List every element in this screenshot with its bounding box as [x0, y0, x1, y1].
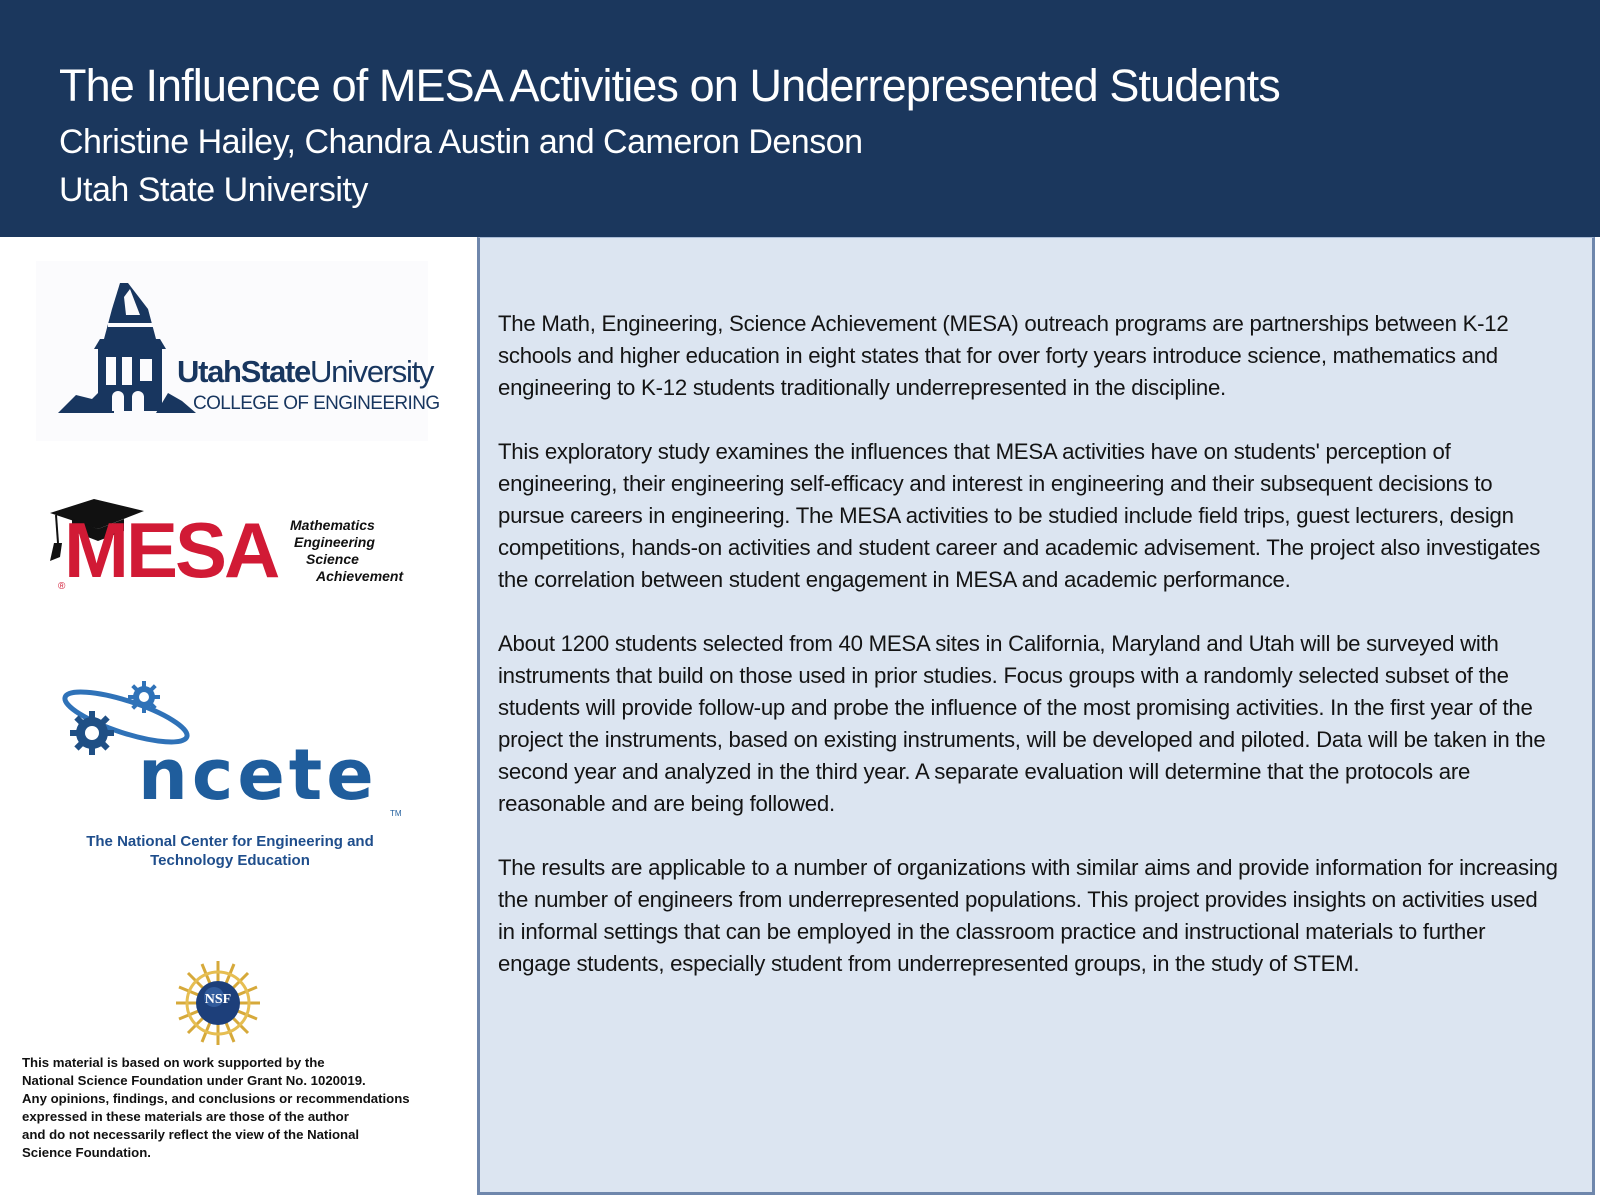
ncete-logo [60, 677, 420, 877]
ncete-wordmark: ncete [138, 734, 378, 816]
usu-college: COLLEGE OF ENGINEERING [193, 393, 440, 414]
usu-tower-icon [56, 279, 206, 419]
abstract-panel [477, 237, 1595, 1195]
paragraph-background: The Math, Engineering, Science Achievement (MESA) outreach programs are partnerships between K-12 schools and higher education in eight states that for over forty years introduce science, mathematics and engineering to K-12 students traditionally underrepresented in the discipline. [498, 311, 1509, 400]
poster-affiliation: Utah State University [59, 171, 368, 209]
mesa-wordmark: MESA [64, 506, 278, 594]
poster-title: The Influence of MESA Activities on Underrepresented Students [59, 60, 1280, 111]
ncete-caption [60, 832, 400, 870]
nsf-label: NSF [204, 992, 232, 1007]
nsf-disclaimer: This material is based on work supported by the National Science Foundation under Grant No. 1020019. Any opinions, findings, and conclusions or recommendations expressed in these materials are those of the author and do not necessarily reflect the view of the National Science Foundation. [22, 1055, 410, 1160]
poster-authors: Christine Hailey, Chandra Austin and Cameron Denson [59, 123, 863, 161]
poster-header [0, 0, 1600, 237]
usu-name-regular: University [310, 354, 434, 389]
paragraph-methods: About 1200 students selected from 40 MESA sites in California, Maryland and Utah will be surveyed with instruments that build on those used in prior studies. Focus groups with a randomly selected subset of the students will provide follow-up and probe the influence of the most promising activities. In the first year of the project the instruments, based on existing instruments, will be developed and piloted. Data will be taken in the second year and analyzed in the third year. A separate evaluation will determine that the protocols are reasonable and are being followed. [498, 631, 1546, 816]
mesa-line-engineering: Engineering [294, 534, 375, 550]
mesa-logo [48, 499, 420, 599]
mesa-line-science: Science [306, 551, 359, 567]
ncete-caption-line2: Technology Education [150, 852, 310, 869]
ncete-trademark: TM [390, 809, 402, 818]
usu-name-bold: UtahState [177, 354, 310, 389]
paragraph-impact: The results are applicable to a number of organizations with similar aims and provide information for increasing the number of engineers from underrepresented populations. This project provides insights on activities used in informal settings that can be employed in the classroom practice and instructional materials to further engage students, especially student from underrepresented groups, in the study of STEM. [498, 855, 1558, 976]
mesa-registered-mark: ® [58, 581, 66, 592]
nsf-seal [174, 959, 262, 1047]
ncete-caption-line1: The National Center for Engineering and [86, 833, 374, 850]
usu-logo [36, 261, 440, 441]
paragraph-study-purpose: This exploratory study examines the influences that MESA activities have on students' perception of engineering, their engineering self-efficacy and interest in engineering and their subsequent decisions to pursue careers in engineering. The MESA activities to be studied include field trips, guest lecturers, design competitions, hands-on activities and student career and academic advisement. The project also investigates the correlation between student engagement in MESA and academic performance. [498, 439, 1541, 592]
abstract-body [498, 308, 1558, 1012]
mesa-line-mathematics: Mathematics [290, 517, 375, 533]
usu-name [177, 355, 433, 389]
mesa-line-achievement: Achievement [316, 568, 404, 584]
logo-column [0, 237, 477, 1200]
